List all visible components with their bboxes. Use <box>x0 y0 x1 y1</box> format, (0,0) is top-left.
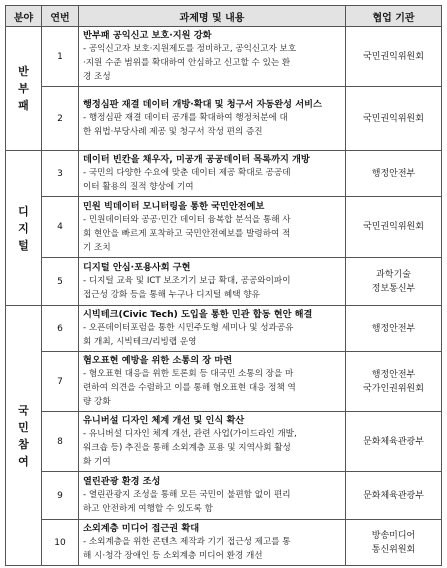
task-description: - 국민의 다양한 수요에 맞춘 데이터 제공 확대로 공공데 이터 활용의 질적 향상에 기여 <box>83 168 291 192</box>
task-title: 민원 빅데이터 모니터링을 통한 국민안전예보 <box>83 200 265 212</box>
row-number: 10 <box>42 520 79 566</box>
agency-cell: 행정안전부 국가인권위원회 <box>346 352 442 412</box>
table-row <box>6 87 442 151</box>
task-description: - 소외계층을 위한 콘텐츠 제작과 기기 접근성 제고를 통 해 시·청각 장애인 등 소외계층 미디어 환경 개선 <box>83 537 291 561</box>
header-task: 과제명 및 내용 <box>79 6 346 27</box>
agency-cell: 국민권익위원회 <box>346 27 442 87</box>
area-label: 디 지 털 <box>18 204 29 252</box>
task-description: - 열린관광지 조성을 통해 모든 국민이 불편함 없이 편리 하고 안전하게 여행할 수 있도록 함 <box>83 490 291 514</box>
table-row <box>6 197 442 258</box>
agency-cell: 국민권익위원회 <box>346 87 442 151</box>
task-cell <box>79 151 346 197</box>
table-row <box>6 412 442 472</box>
task-title: 소외계층 미디어 접근권 확대 <box>83 523 200 534</box>
row-number: 4 <box>42 197 79 258</box>
task-title: 유니버설 디자인 체계 개선 및 인식 확산 <box>83 415 245 426</box>
agency-cell: 행정안전부 <box>346 151 442 197</box>
task-title: 혐오표현 예방을 위한 소통의 장 마련 <box>83 355 233 366</box>
header-area: 분야 <box>6 6 42 27</box>
row-number: 2 <box>42 87 79 151</box>
document-page <box>5 5 442 566</box>
task-cell <box>79 197 346 258</box>
table-row <box>6 472 442 520</box>
task-title: 행정심판 재결 데이터 개방·확대 및 청구서 자동완성 서비스 <box>83 99 322 110</box>
header-no: 연번 <box>42 6 79 27</box>
area-label: 반 부 패 <box>18 65 29 112</box>
task-title: 반부패 공익신고 보호·지원 강화 <box>83 30 212 41</box>
table-row <box>6 520 442 566</box>
task-title: 디지털 안심·포용사회 구현 <box>83 262 191 273</box>
table-row <box>6 258 442 306</box>
row-number: 6 <box>42 306 79 352</box>
header-agency: 협업 기관 <box>346 6 442 27</box>
row-number: 3 <box>42 151 79 197</box>
task-cell <box>79 520 346 566</box>
task-title: 데이터 빈칸을 채우자, 미공개 공공데이터 목록까지 개방 <box>83 154 310 165</box>
agency-cell: 방송미디어 통신위원회 <box>346 520 442 566</box>
agency-cell: 행정안전부 <box>346 306 442 352</box>
task-cell <box>79 306 346 352</box>
task-cell <box>79 352 346 412</box>
row-number: 1 <box>42 27 79 87</box>
table-row <box>6 27 442 87</box>
task-title: 시빅테크(Civic Tech) 도입을 통한 민관 합동 현안 해결 <box>83 309 313 320</box>
task-cell <box>79 412 346 472</box>
task-table <box>5 5 442 566</box>
agency-cell: 국민권익위원회 <box>346 197 442 258</box>
task-description: - 혐오표현 대응을 위한 토론회 등 대국민 소통의 장을 마 련하여 의견을 수렴하고 이를 통해 혐오표현 대응 정책 역 량 강화 <box>83 369 296 407</box>
task-title: 열린관광 환경 조성 <box>83 476 161 487</box>
agency-cell: 과학기술 정보통신부 <box>346 258 442 306</box>
area-label: 국 민 참 여 <box>18 403 29 468</box>
row-number: 5 <box>42 258 79 306</box>
area-cell-digital <box>6 151 42 306</box>
table-header-row <box>6 6 442 27</box>
task-description: - 민원데이터와 공공·민간 데이터 융복합 분석을 통해 사 회 현안을 빠르게 포착하고 국민안전예보를 발령하여 적 기 조치 <box>83 214 291 253</box>
task-description: - 공익신고자 보호·지원제도를 정비하고, 공익신고자 보호 ·지원 수준 범위를 확대하여 안심하고 신고할 수 있는 환 경 조성 <box>83 44 297 82</box>
row-number: 7 <box>42 352 79 412</box>
task-cell <box>79 27 346 87</box>
agency-cell: 문화체육관광부 <box>346 412 442 472</box>
table-row <box>6 151 442 197</box>
task-cell <box>79 258 346 306</box>
agency-cell: 문화체육관광부 <box>346 472 442 520</box>
row-number: 8 <box>42 412 79 472</box>
table-row <box>6 352 442 412</box>
task-description: - 오픈데이터포럼을 통한 시민주도형 세미나 및 성과공유 회 개최, 시빅테크/리빙랩 운영 <box>83 323 294 347</box>
task-cell <box>79 472 346 520</box>
table-row <box>6 306 442 352</box>
row-number: 9 <box>42 472 79 520</box>
area-cell-participation <box>6 306 42 566</box>
area-cell-anticorruption <box>6 27 42 151</box>
task-description: - 행정심판 재결 데이터 공개를 확대하여 행정처분에 대 한 위법·부당사례 제공 및 청구서 작성 편의 증진 <box>83 113 288 137</box>
task-description: - 디지털 교육 및 ICT 보조기기 보급 확대, 공공와이파이 접근성 강화 등을 통해 누구나 디지털 혜택 향유 <box>83 276 291 300</box>
task-cell <box>79 87 346 151</box>
task-description: - 유니버설 디자인 체계 개선, 관련 사업(가이드라인 개발, 워크숍 등) 추진을 통해 소외계층 포용 및 지역사회 활성 화 기여 <box>83 429 297 467</box>
